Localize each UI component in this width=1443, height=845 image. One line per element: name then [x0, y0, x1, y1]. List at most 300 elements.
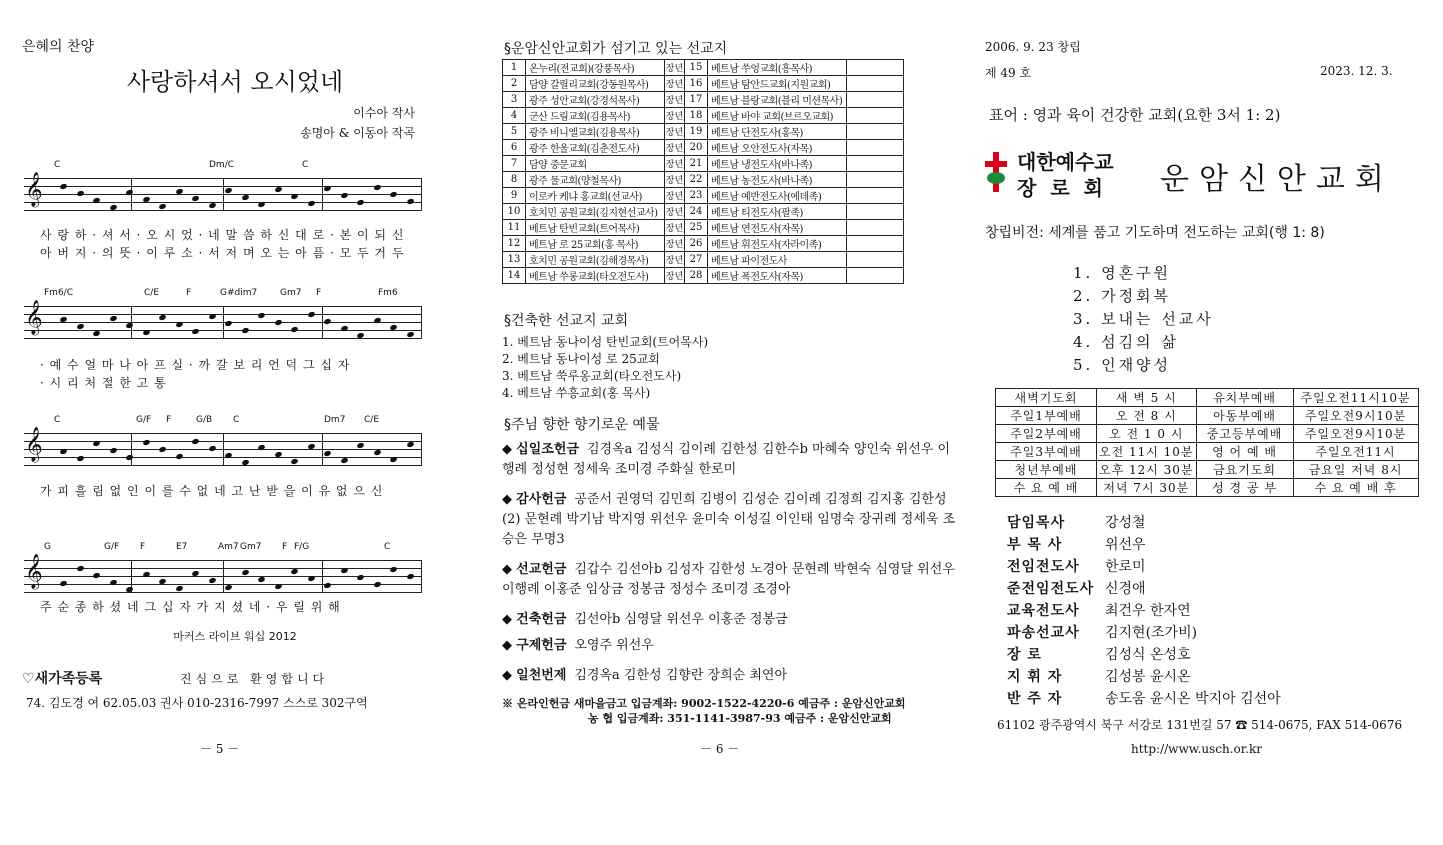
music-note: [290, 193, 298, 200]
offering-names: 김경옥a 김한성 김향란 장희순 최연아: [574, 668, 788, 683]
music-note: [158, 203, 166, 210]
staff-role: 담임목사: [1007, 515, 1066, 531]
founded-date: 2006. 9. 23 창립: [985, 40, 1081, 54]
table-cell: 영 어 예 배: [1196, 443, 1293, 461]
music-note: [307, 575, 315, 582]
table-row: [503, 124, 904, 140]
offering-names: 김갑수 김선아b 김성자 김한성 노경아 문현례 박현숙 심영달 위선우 이행례 이홍준 임상금 정봉금 정성수 조미경 조경아: [502, 562, 955, 597]
chord-symbol: G/F: [136, 415, 152, 425]
music-note: [92, 572, 100, 579]
table-cell-empty: [847, 188, 904, 204]
table-cell: 19: [685, 124, 708, 140]
staff-role: 교육전도사: [1007, 603, 1080, 619]
table-cell: 27: [685, 252, 708, 268]
table-cell: 광주 물교회(양철목사): [526, 172, 665, 188]
staff-entry: [1007, 600, 1191, 620]
page-number-mid: － 6 －: [700, 742, 740, 756]
table-cell: 8: [503, 172, 526, 188]
hymn-lyricist: 이수아 작사: [353, 106, 415, 120]
table-cell: 주일오전9시10분: [1293, 425, 1418, 443]
music-note: [356, 442, 364, 449]
table-cell: 2: [503, 76, 526, 92]
diamond-bullet-icon: ◆: [502, 638, 517, 653]
chord-symbol: E7: [176, 542, 188, 552]
new-family-heading: ♡새가족등록: [22, 671, 103, 687]
staff-entry: [1007, 666, 1191, 686]
music-note: [406, 198, 414, 205]
offering-names: 공준서 권영덕 김민희 김병이 김성순 김이례 김정희 김지홍 김한성(2) 문현례 박기남 박지영 위선우 윤미숙 이성길 이인태 임명숙 장귀례 정세욱 조승은 무명3: [502, 492, 956, 547]
music-note: [356, 199, 364, 206]
table-cell: 6: [503, 140, 526, 156]
table-cell: 오 전 8 시: [1097, 407, 1197, 425]
staff-entry: [1007, 534, 1146, 554]
music-note: [406, 441, 414, 448]
staff-role: 장 로: [1007, 647, 1042, 663]
table-cell: 장년: [665, 92, 685, 108]
music-note: [373, 449, 381, 456]
table-cell: 7: [503, 156, 526, 172]
table-cell: 금요일 저녁 8시: [1293, 461, 1418, 479]
music-note: [323, 318, 331, 325]
music-staff: [24, 542, 422, 596]
lyric-line: · 시 리 처 절 한 고 통: [40, 376, 167, 390]
music-note: [208, 202, 216, 209]
table-cell: 베트남 로 25교회(홍 목사): [526, 236, 665, 252]
table-cell: 21: [685, 156, 708, 172]
music-note: [389, 566, 397, 573]
staff-name: 김성식 온성호: [1105, 647, 1191, 663]
chord-symbol: Fm6: [378, 288, 398, 298]
music-note: [92, 330, 100, 337]
goal-item: 4. 섬김의 삶: [1073, 333, 1179, 351]
table-cell: 10: [503, 204, 526, 220]
music-note: [274, 186, 282, 193]
table-cell: 베트남 티전도사(팔족): [708, 204, 847, 220]
offering-label: 감사헌금: [516, 492, 567, 507]
page-cover: [975, 0, 1443, 845]
mission-title: §운암신안교회가 섬기고 있는 선교지: [504, 41, 728, 57]
table-cell-empty: [847, 204, 904, 220]
table-cell: 9: [503, 188, 526, 204]
table-cell-empty: [847, 76, 904, 92]
table-row: [996, 443, 1419, 461]
staff-entry: [1007, 512, 1146, 532]
table-row: [503, 76, 904, 92]
table-cell-empty: [847, 236, 904, 252]
table-row: [996, 461, 1419, 479]
denomination-line2: 장로회: [1017, 176, 1117, 200]
staff-role: 반 주 자: [1007, 691, 1063, 707]
table-cell-empty: [847, 108, 904, 124]
online-offering: [502, 696, 906, 726]
music-note: [158, 314, 166, 321]
chord-symbol: Dm7: [324, 415, 346, 425]
table-cell: 담양 중문교회: [526, 156, 665, 172]
music-note: [373, 581, 381, 588]
music-note: [92, 440, 100, 447]
page-number-left: － 5 －: [200, 742, 240, 756]
chord-symbol: C/E: [144, 288, 160, 298]
music-note: [191, 438, 199, 445]
offering-label: 일천번제: [516, 668, 567, 683]
table-cell: 24: [685, 204, 708, 220]
diamond-bullet-icon: ◆: [502, 492, 517, 507]
chord-symbol: Gm7: [280, 288, 302, 298]
staff-name: 위선우: [1105, 537, 1146, 553]
table-row: [503, 140, 904, 156]
music-note: [257, 312, 265, 319]
table-cell: 베트남 연전도사(자목): [708, 220, 847, 236]
chord-symbol: F: [166, 415, 172, 425]
hymn-title: 사랑하셔서 오시었네: [126, 68, 344, 96]
table-cell: 중고등부예배: [1196, 425, 1293, 443]
staff-role: 파송선교사: [1007, 625, 1080, 641]
table-cell: 3: [503, 92, 526, 108]
staff-name: 신경애: [1105, 581, 1146, 597]
table-cell: 광주 성안교회(강경석목사): [526, 92, 665, 108]
table-row: [503, 236, 904, 252]
table-cell: 18: [685, 108, 708, 124]
table-row: [996, 479, 1419, 497]
music-note: [241, 327, 249, 334]
offering-title: §주님 향한 향기로운 예물: [504, 417, 660, 433]
table-cell-empty: [847, 156, 904, 172]
table-cell: 장년: [665, 268, 685, 284]
treble-clef-icon: 𝄞: [25, 300, 43, 335]
table-cell: 20: [685, 140, 708, 156]
music-note: [59, 580, 67, 587]
offering-label: 선교헌금: [516, 562, 567, 577]
chord-symbol: F: [140, 542, 146, 552]
table-cell: 장년: [665, 204, 685, 220]
table-row: [503, 268, 904, 284]
music-note: [142, 439, 150, 446]
chord-symbol: F/G: [294, 542, 310, 552]
table-cell: 장년: [665, 60, 685, 76]
music-note: [208, 577, 216, 584]
table-cell: 주일오전11시10분: [1293, 389, 1418, 407]
table-cell: 베트남 블랑교회(블리 미션목사): [708, 92, 847, 108]
table-cell: 수 요 예 배 후: [1293, 479, 1418, 497]
chord-symbol: Dm/C: [209, 160, 235, 170]
table-cell: 광주 비니엘교회(김용목사): [526, 124, 665, 140]
staff-role: 지 휘 자: [1007, 669, 1063, 685]
treble-clef-icon: 𝄞: [25, 554, 43, 589]
music-note: [158, 446, 166, 453]
music-note: [257, 201, 265, 208]
music-note: [76, 565, 84, 572]
chord-symbol: C: [384, 542, 391, 552]
music-staff: [24, 160, 422, 214]
music-note: [241, 194, 249, 201]
table-cell: 1: [503, 60, 526, 76]
staff-entry: [1007, 622, 1197, 642]
hymn-source: 마커스 라이브 워십 2012: [173, 630, 297, 643]
table-cell: 호치민 공원교회(김지현선교사): [526, 204, 665, 220]
built-title: §건축한 선교지 교회: [504, 313, 629, 329]
music-note: [224, 320, 232, 327]
music-note: [290, 568, 298, 575]
table-cell: 17: [685, 92, 708, 108]
chord-symbol: Gm7: [240, 542, 262, 552]
lyric-line: 주 순 종 하 셨 네 그 십 자 가 지 셨 네 · 우 릴 위 해: [40, 600, 341, 614]
treble-clef-icon: 𝄞: [25, 427, 43, 462]
table-cell: 베트남 단전도사(홍목): [708, 124, 847, 140]
music-note: [340, 457, 348, 464]
music-staff: [24, 415, 422, 469]
music-note: [290, 326, 298, 333]
diamond-bullet-icon: ◆: [502, 612, 517, 627]
offering-entry: [502, 666, 957, 686]
staff-role: 준전임전도사: [1007, 581, 1095, 597]
table-cell: 장년: [665, 124, 685, 140]
music-note: [340, 192, 348, 199]
table-cell: 13: [503, 252, 526, 268]
chord-symbol: G#dim7: [220, 288, 258, 298]
table-cell: 베트남 오안전도사(자목): [708, 140, 847, 156]
list-item: 3. 베트남 쑥루옹교회(타오전도사): [502, 369, 682, 383]
table-cell: 주일오전11시: [1293, 443, 1418, 461]
issue-number: 제 49 호: [985, 66, 1032, 80]
table-cell: 장년: [665, 172, 685, 188]
table-row: [503, 60, 904, 76]
table-cell: 청년부예배: [996, 461, 1097, 479]
staff-role: 전임전도사: [1007, 559, 1080, 575]
staff-entry: [1007, 556, 1146, 576]
table-cell: 광주 한울교회(김춘전도사): [526, 140, 665, 156]
music-note: [356, 574, 364, 581]
table-cell: 금요기도회: [1196, 461, 1293, 479]
music-note: [142, 329, 150, 336]
table-cell: 아동부예배: [1196, 407, 1293, 425]
goal-item: 3. 보내는 선교사: [1073, 310, 1214, 328]
chord-symbol: G: [44, 542, 51, 552]
music-note: [208, 445, 216, 452]
staff-entry: [1007, 578, 1146, 598]
music-note: [191, 195, 199, 202]
table-cell: 베트남 냉전도사(바나족): [708, 156, 847, 172]
table-row: [503, 172, 904, 188]
bulletin-date: 2023. 12. 3.: [1320, 64, 1393, 78]
table-cell: 주일3부예배: [996, 443, 1097, 461]
table-cell: 새 벽 5 시: [1097, 389, 1197, 407]
music-note: [389, 456, 397, 463]
table-cell: 오후 12시 30분: [1097, 461, 1197, 479]
table-cell: 수 요 예 배: [996, 479, 1097, 497]
table-cell: 오전 11시 10분: [1097, 443, 1197, 461]
chord-symbol: F: [316, 288, 322, 298]
table-cell: 26: [685, 236, 708, 252]
table-cell: 주일1부예배: [996, 407, 1097, 425]
staff-name: 김성봉 윤시온: [1105, 669, 1191, 685]
music-note: [109, 315, 117, 322]
table-cell: 베트남 탄빈교회(트어목사): [526, 220, 665, 236]
music-note: [224, 584, 232, 591]
chord-symbol: C: [233, 415, 240, 425]
offering-entry: [502, 560, 957, 600]
table-row: [503, 92, 904, 108]
table-row: [503, 108, 904, 124]
chord-symbol: Fm6/C: [44, 288, 73, 298]
table-cell-empty: [847, 268, 904, 284]
table-cell: 16: [685, 76, 708, 92]
chord-symbol: C: [302, 160, 309, 170]
music-note: [257, 576, 265, 583]
church-logo-cross-icon: [985, 152, 1007, 192]
offering-entry: [502, 610, 957, 630]
staff-name: 송도움 윤시온 박지아 김선아: [1105, 691, 1281, 707]
table-cell: 장년: [665, 76, 685, 92]
table-cell: 군산 드림교회(김용목사): [526, 108, 665, 124]
music-note: [76, 190, 84, 197]
music-note: [175, 585, 183, 592]
page-hymn: [0, 0, 480, 845]
table-cell: 장년: [665, 156, 685, 172]
table-cell-empty: [847, 60, 904, 76]
table-cell: 장년: [665, 108, 685, 124]
diamond-bullet-icon: ◆: [502, 668, 517, 683]
staff-name: 강성철: [1105, 515, 1146, 531]
lyric-line: 가 피 흘 림 없 인 이 를 수 없 네 고 난 받 을 이 유 없 으 신: [40, 484, 384, 498]
table-cell: 베트남 예반전도사(에데족): [708, 188, 847, 204]
table-cell: 장년: [665, 236, 685, 252]
table-cell: 14: [503, 268, 526, 284]
chord-symbol: C/E: [364, 415, 380, 425]
diamond-bullet-icon: ◆: [502, 442, 517, 457]
music-note: [208, 313, 216, 320]
page-mission: [490, 0, 970, 845]
chord-symbol: F: [186, 288, 192, 298]
table-cell: 베트남 파이전도사: [708, 252, 847, 268]
table-row: [503, 252, 904, 268]
music-note: [307, 200, 315, 207]
table-cell: 이로카 케냐 홍교회(선교사): [526, 188, 665, 204]
table-cell: 28: [685, 268, 708, 284]
list-item: 4. 베트남 쑤흥교회(홍 목사): [502, 386, 651, 400]
welcome-text: 진심으로 환영합니다: [180, 672, 329, 686]
music-note: [175, 453, 183, 460]
lyric-line: 사 랑 하 · 셔 서 · 오 시 었 · 네 말 씀 하 신 대 로 · 본 이 되 신: [40, 228, 405, 242]
staff-role: 부 목 사: [1007, 537, 1063, 553]
new-member-entry: 74. 김도경 여 62.05.03 권사 010-2316-7997 스스로 302구역: [26, 696, 368, 710]
table-cell: 베트남 탐안드교회(지원교회): [708, 76, 847, 92]
goal-item: 1. 영혼구원: [1073, 264, 1172, 282]
table-cell-empty: [847, 172, 904, 188]
table-cell-empty: [847, 92, 904, 108]
goal-item: 5. 인재양성: [1073, 356, 1172, 374]
offering-entry: [502, 490, 957, 550]
table-cell: 베트남 쑤롱교회(타오전도사): [526, 268, 665, 284]
music-note: [125, 322, 133, 329]
goal-item: 2. 가정회복: [1073, 287, 1172, 305]
staff-name: 최건우 한자연: [1105, 603, 1191, 619]
table-cell: 베트남 바야 교회(브르오교회): [708, 108, 847, 124]
heart-icon: ♡: [22, 671, 35, 687]
offering-label: 십일조헌금: [516, 442, 579, 457]
music-note: [323, 582, 331, 589]
music-note: [125, 454, 133, 461]
offering-entry: [502, 440, 957, 480]
table-cell: 12: [503, 236, 526, 252]
table-cell: 호치민 공원교회(김해경목사): [526, 252, 665, 268]
table-cell: 유치부예배: [1196, 389, 1293, 407]
table-cell: 베트남 휘전도사(자라이족): [708, 236, 847, 252]
music-staff: [24, 288, 422, 342]
hymn-composer: 송명아 & 이동아 작곡: [300, 126, 415, 140]
table-cell: 베트남 폭전도사(자목): [708, 268, 847, 284]
offering-label: 건축헌금: [516, 612, 567, 627]
table-cell: 15: [685, 60, 708, 76]
table-cell: 베트남 농전도사(바나족): [708, 172, 847, 188]
table-cell: 새벽기도회: [996, 389, 1097, 407]
table-cell: 성 경 공 부: [1196, 479, 1293, 497]
staff-name: 김지현(조가비): [1105, 625, 1198, 641]
chord-symbol: C: [54, 415, 61, 425]
table-cell-empty: [847, 124, 904, 140]
denomination-line1: 대한예수교: [1017, 150, 1114, 174]
music-note: [323, 185, 331, 192]
online-account-1: 새마을금고 입금계좌: 9002-1522-4220-6 예금주 : 운암신안교회: [573, 697, 906, 710]
chord-symbol: F: [282, 542, 288, 552]
worship-schedule-table: [995, 388, 1419, 497]
list-item: 1. 베트남 동나이성 탄빈교회(트어목사): [502, 335, 709, 349]
table-cell: 오 전 1 0 시: [1097, 425, 1197, 443]
online-label: ※ 온라인헌금: [502, 697, 570, 710]
table-row: [503, 220, 904, 236]
table-cell: 저녁 7시 30분: [1097, 479, 1197, 497]
staff-entry: [1007, 644, 1191, 664]
table-cell-empty: [847, 140, 904, 156]
church-website-link[interactable]: http://www.usch.or.kr: [1131, 742, 1263, 756]
table-row: [996, 389, 1419, 407]
diamond-bullet-icon: ◆: [502, 562, 517, 577]
table-cell: 담양 갈릴리교회(강동원목사): [526, 76, 665, 92]
offering-names: 오영주 위선우: [574, 638, 654, 653]
staff-name: 한로미: [1105, 559, 1146, 575]
music-note: [76, 323, 84, 330]
music-note: [59, 183, 67, 190]
music-note: [406, 573, 414, 580]
music-note: [323, 450, 331, 457]
chord-symbol: C: [54, 160, 61, 170]
music-note: [224, 187, 232, 194]
table-cell: 23: [685, 188, 708, 204]
table-cell: 22: [685, 172, 708, 188]
offering-label: 구제헌금: [516, 638, 567, 653]
music-note: [274, 319, 282, 326]
table-cell: 11: [503, 220, 526, 236]
table-cell: 장년: [665, 220, 685, 236]
lyric-line: 아 버 지 · 의 뜻 · 이 루 소 · 서 저 며 오 는 아 픔 · 모 두 거 두: [40, 246, 405, 260]
list-item: 2. 베트남 동나이성 로 25교회: [502, 352, 660, 366]
music-note: [373, 184, 381, 191]
music-note: [290, 458, 298, 465]
music-note: [109, 447, 117, 454]
lyric-line: · 예 수 얼 마 나 아 프 실 · 까 갈 보 리 언 덕 그 십 자: [40, 358, 351, 372]
table-row: [503, 156, 904, 172]
table-cell: 주일2부예배: [996, 425, 1097, 443]
music-note: [389, 191, 397, 198]
church-motto: 표어 : 영과 육이 건강한 교회(요한 3서 1: 2): [989, 106, 1281, 124]
music-note: [175, 321, 183, 328]
church-name: 운암신안교회: [1160, 162, 1394, 197]
table-cell-empty: [847, 252, 904, 268]
table-row: [503, 188, 904, 204]
music-note: [59, 448, 67, 455]
chord-symbol: G/B: [196, 415, 213, 425]
music-note: [274, 583, 282, 590]
table-cell: 베트남 쑤엉교회(흥목사): [708, 60, 847, 76]
